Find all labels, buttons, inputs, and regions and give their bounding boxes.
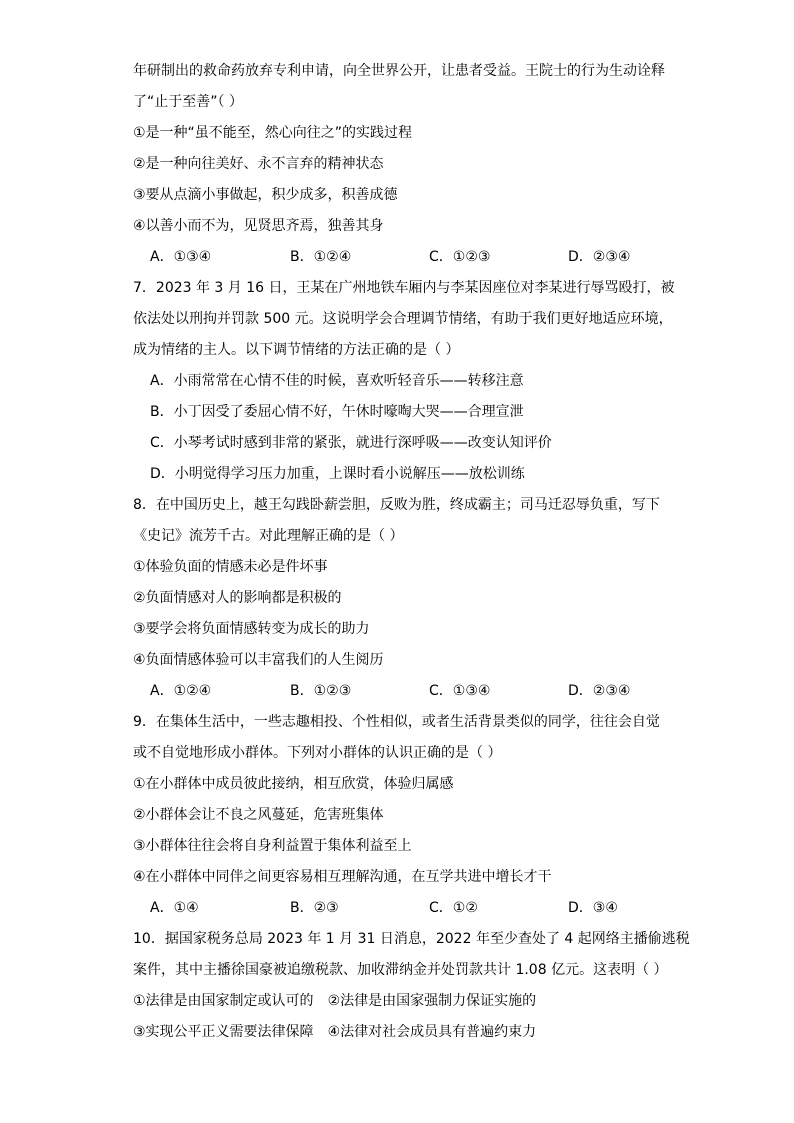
option-d: D．②③④: [568, 249, 631, 265]
option-c: C．小琴考试时感到非常的紧张，就进行深呼吸——改变认知评价: [150, 435, 552, 451]
statement-item: ③小群体往往会将自身利益置于集体利益至上: [133, 838, 412, 854]
option-d: D．②③④: [568, 683, 631, 699]
option-d: D．小明觉得学习压力加重，上课时看小说解压——放松训练: [150, 466, 525, 482]
question-stem-line: 依法处以刑拘并罚款 500 元。这说明学会合理调节情绪，有助于我们更好地适应环境，: [133, 311, 673, 327]
question-stem-line: 或不自觉地形成小群体。下列对小群体的认识正确的是（ ）: [133, 745, 502, 761]
question-10: [133, 924, 690, 1048]
statement-item: ②小群体会让不良之风蔓延，危害班集体: [133, 807, 384, 823]
question-stem-line: 7．2023 年 3 月 16 日，王某在广州地铁车厢内与李某因座位对李某进行辱骂殴打，被: [133, 280, 675, 296]
statement-item: ④法律对社会成员具有普遍约束力: [327, 1024, 537, 1040]
question-stem-line: 成为情绪的主人。以下调节情绪的方法正确的是（ ）: [133, 342, 460, 358]
statement-item: ②法律是由国家强制力保证实施的: [327, 993, 537, 1009]
option-b: B．小丁因受了委屈心情不好，午休时嚎啕大哭——合理宣泄: [150, 404, 524, 420]
answer-options: [133, 676, 673, 707]
option-a: A．①③④: [150, 249, 212, 265]
statement-item: ④以善小而不为，见贤思齐焉，独善其身: [133, 218, 384, 234]
statement-item-row: [133, 986, 673, 1017]
question-stem-line: 年研制出的救命药放弃专利申请，向全世界公开，让患者受益。王院士的行为生动诠释: [133, 63, 665, 79]
question-stem-line: 10．据国家税务总局 2023 年 1 月 31 日消息，2022 年至少查处了 4 起网络主播偷逃税: [133, 931, 690, 947]
question-7: [133, 273, 673, 490]
option-b: B．①②③: [290, 683, 352, 699]
answer-options: [133, 893, 673, 924]
statement-item: ④负面情感体验可以丰富我们的人生阅历: [133, 652, 384, 668]
statement-item: ①法律是由国家制定或认可的: [133, 993, 314, 1009]
statement-item: ①体验负面的情感未必是件坏事: [133, 559, 328, 575]
statement-item: ②负面情感对人的影响都是积极的: [133, 590, 342, 606]
statement-item: ③实现公平正义需要法律保障: [133, 1024, 314, 1040]
statement-item: ③要从点滴小事做起，积少成多，积善成德: [133, 187, 398, 203]
question-6: [133, 56, 673, 273]
option-b: B．②③: [290, 900, 339, 916]
question-8: [133, 490, 673, 707]
statement-item: ①在小群体中成员彼此接纳，相互欣赏，体验归属感: [133, 776, 454, 792]
question-stem-line: 9．在集体生活中，一些志趣相投、个性相似，或者生活背景类似的同学，往往会自觉: [133, 714, 660, 730]
option-c: C．①③④: [429, 683, 491, 699]
question-stem-line: 案件，其中主播徐国豪被追缴税款、加收滞纳金并处罚款共计 1.08 亿元。这表明（ ）: [133, 962, 668, 978]
option-d: D．③④: [568, 900, 618, 916]
option-c: C．①②: [429, 900, 478, 916]
statement-item: ①是一种“虽不能至，然心向往之”的实践过程: [133, 125, 413, 141]
answer-options: [133, 242, 673, 273]
question-stem-line: 8．在中国历史上，越王勾践卧薪尝胆，反败为胜，终成霸主；司马迁忍辱负重，写下: [133, 497, 660, 513]
statement-item-row: [133, 1017, 673, 1048]
option-b: B．①②④: [290, 249, 352, 265]
question-stem-line: 了“止于至善”（ ）: [133, 94, 243, 110]
option-a: A．小雨常常在心情不佳的时候，喜欢听轻音乐——转移注意: [150, 373, 524, 389]
option-a: A．①④: [150, 900, 199, 916]
option-c: C．①②③: [429, 249, 491, 265]
statement-item: ③要学会将负面情感转变为成长的助力: [133, 621, 370, 637]
statement-item: ②是一种向往美好、永不言弃的精神状态: [133, 156, 384, 172]
option-a: A．①②④: [150, 683, 212, 699]
exam-page: [133, 56, 690, 1048]
question-stem-line: 《史记》流芳千古。对此理解正确的是（ ）: [133, 528, 404, 544]
question-9: [133, 707, 673, 924]
statement-item: ④在小群体中同伴之间更容易相互理解沟通，在互学共进中增长才干: [133, 869, 552, 885]
